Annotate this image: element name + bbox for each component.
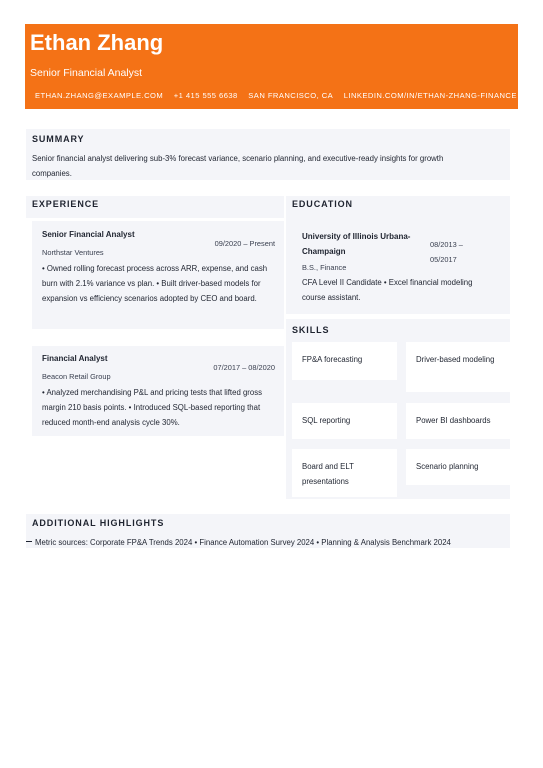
skill-item: Board and ELT presentations	[292, 449, 397, 497]
resume-header	[25, 24, 518, 109]
skill-item: Power BI dashboards	[406, 403, 510, 439]
contact-location: SAN FRANCISCO, CA	[248, 91, 334, 100]
job-bullets-1: • Owned rolling forecast process across ARR, expense, and cash burn with 2.1% variance vs plan. • Built driver-based models for expansion vs efficiency scenarios adopted by CEO and board.	[42, 264, 268, 303]
skill-item: FP&A forecasting	[292, 342, 397, 380]
summary-title: SUMMARY	[32, 134, 85, 144]
job-company-2: Beacon Retail Group	[42, 372, 111, 381]
contact-email[interactable]: ETHAN.ZHANG@EXAMPLE.COM	[35, 91, 164, 100]
job-title-2: Financial Analyst	[42, 354, 108, 363]
contact-phone[interactable]: +1 415 555 6638	[173, 91, 238, 100]
job-dates-2: 07/2017 – 08/2020	[213, 363, 275, 372]
job-title-1: Senior Financial Analyst	[42, 230, 135, 239]
job-dates-1: 09/2020 – Present	[214, 239, 275, 248]
candidate-name: Ethan Zhang	[30, 30, 164, 55]
skills-title: SKILLS	[292, 325, 330, 335]
contact-linkedin[interactable]: LINKEDIN.COM/IN/ETHAN-ZHANG-FINANCE	[343, 91, 517, 100]
skill-item: Scenario planning	[406, 449, 510, 485]
experience-title: EXPERIENCE	[32, 199, 100, 209]
highlights-text: Metric sources: Corporate FP&A Trends 2024 • Finance Automation Survey 2024 • Planning & Analysis Benchmark 2024	[35, 538, 451, 547]
skill-item: Driver-based modeling	[406, 342, 510, 392]
education-title: EDUCATION	[292, 199, 353, 209]
education-details: CFA Level II Candidate • Excel financial modeling course assistant.	[302, 278, 473, 302]
highlights-title: ADDITIONAL HIGHLIGHTS	[32, 518, 165, 528]
education-degree: B.S., Finance	[302, 263, 347, 272]
skill-item: SQL reporting	[292, 403, 397, 439]
contact-line	[35, 91, 525, 100]
candidate-role: Senior Financial Analyst	[30, 67, 143, 79]
education-dates: 08/2013 – 05/2017	[430, 240, 463, 264]
job-bullets-2: • Analyzed merchandising P&L and pricing tests that lifted gross margin 210 basis points. • Introduced SQL-based reporting that reduced month-end analysis cycle 30%.	[42, 388, 263, 427]
highlight-dash	[26, 541, 32, 542]
education-school: University of Illinois Urbana-Champaign	[302, 232, 411, 256]
job-company-1: Northstar Ventures	[42, 248, 104, 257]
summary-text: Senior financial analyst delivering sub-3% forecast variance, scenario planning, and executive-ready insights for growth companies.	[32, 154, 444, 178]
